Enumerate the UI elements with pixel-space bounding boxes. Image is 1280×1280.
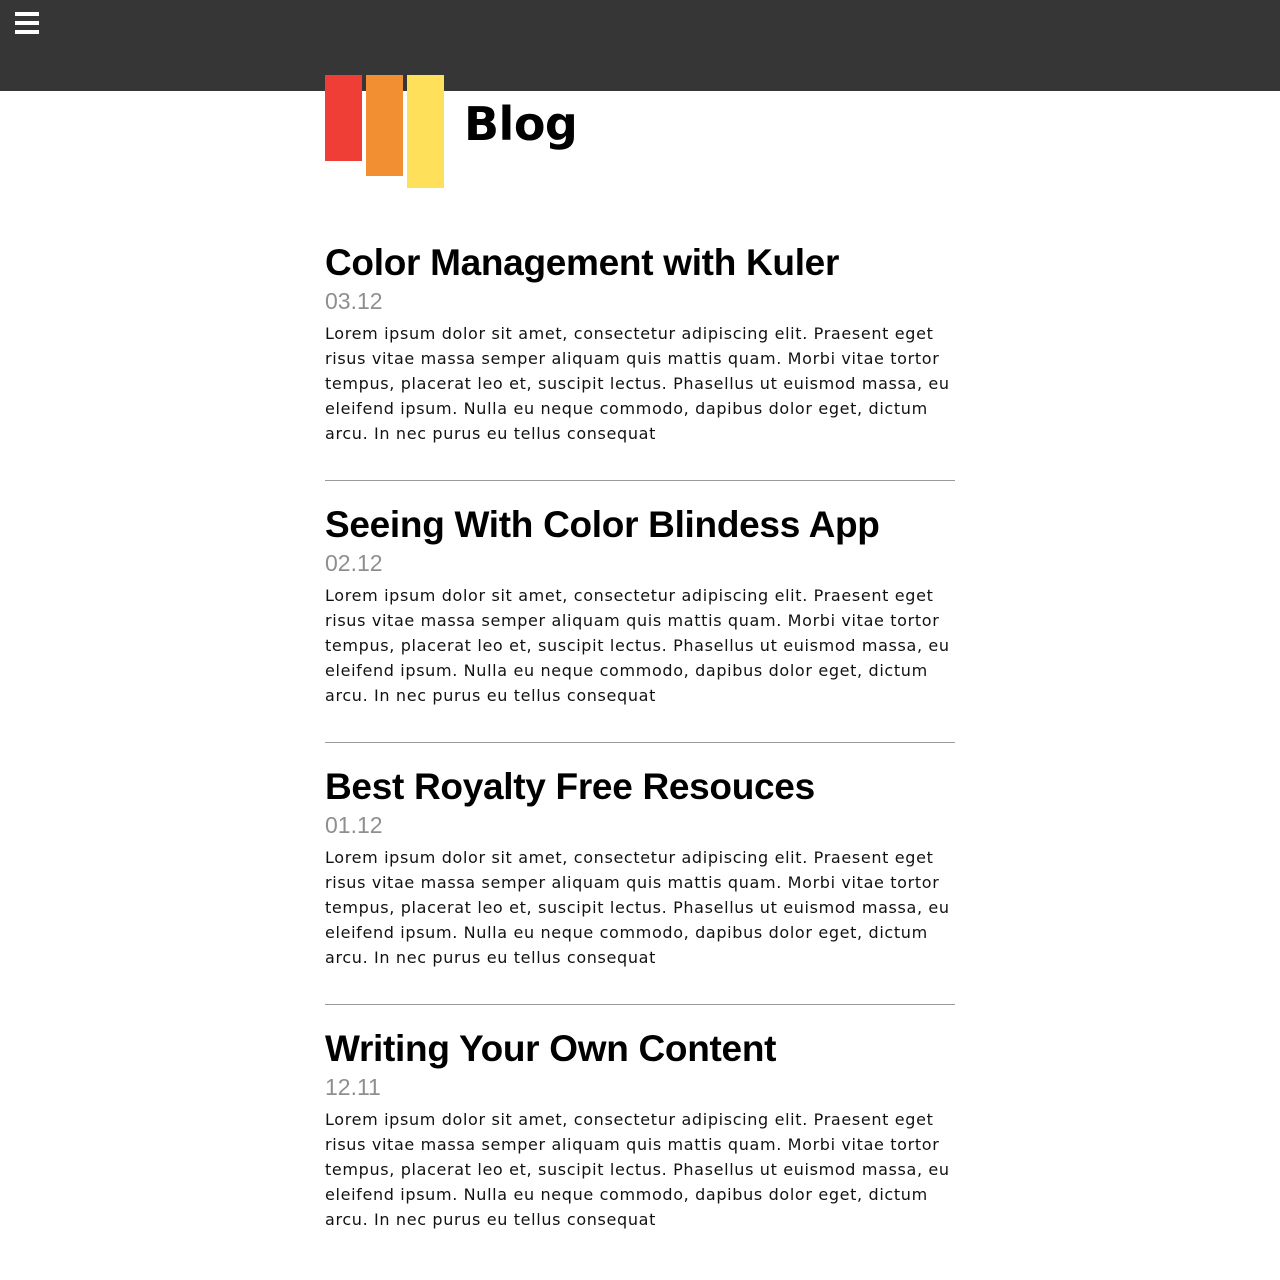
post-title[interactable]: Best Royalty Free Resouces bbox=[325, 766, 815, 807]
post-date: 12.11 bbox=[325, 1074, 381, 1100]
logo-bar-red bbox=[325, 75, 362, 161]
post-excerpt: Lorem ipsum dolor sit amet, consectetur adipiscing elit. Praesent eget risus vitae massa semper aliquam quis mattis quam. Morbi vitae tortor tempus, placerat leo et, suscipit lectus. Phasellus ut euismod massa, eu eleifend ipsum. Nulla eu neque commodo, dapibus dolor eget, dictum arcu. In nec purus eu tellus consequat bbox=[325, 586, 950, 705]
post-title[interactable]: Color Management with Kuler bbox=[325, 242, 840, 283]
post-excerpt: Lorem ipsum dolor sit amet, consectetur adipiscing elit. Praesent eget risus vitae massa semper aliquam quis mattis quam. Morbi vitae tortor tempus, placerat leo et, suscipit lectus. Phasellus ut euismod massa, eu eleifend ipsum. Nulla eu neque commodo, dapibus dolor eget, dictum arcu. In nec purus eu tellus consequat bbox=[325, 848, 950, 967]
post-excerpt: Lorem ipsum dolor sit amet, consectetur adipiscing elit. Praesent eget risus vitae massa semper aliquam quis mattis quam. Morbi vitae tortor tempus, placerat leo et, suscipit lectus. Phasellus ut euismod massa, eu eleifend ipsum. Nulla eu neque commodo, dapibus dolor eget, dictum arcu. In nec purus eu tellus consequat bbox=[325, 1110, 950, 1229]
logo-bar-yellow bbox=[407, 75, 444, 188]
post-divider bbox=[325, 1004, 955, 1005]
post-title[interactable]: Seeing With Color Blindess App bbox=[325, 504, 880, 545]
logo-bar-orange bbox=[366, 75, 403, 176]
page-title: Blog bbox=[464, 97, 578, 151]
blog-post bbox=[325, 763, 955, 970]
blog-post bbox=[325, 239, 955, 446]
hamburger-menu-icon[interactable] bbox=[15, 12, 39, 34]
post-excerpt: Lorem ipsum dolor sit amet, consectetur adipiscing elit. Praesent eget risus vitae massa semper aliquam quis mattis quam. Morbi vitae tortor tempus, placerat leo et, suscipit lectus. Phasellus ut euismod massa, eu eleifend ipsum. Nulla eu neque commodo, dapibus dolor eget, dictum arcu. In nec purus eu tellus consequat bbox=[325, 324, 950, 443]
post-date: 03.12 bbox=[325, 288, 383, 314]
post-date: 02.12 bbox=[325, 550, 383, 576]
top-navigation-bar bbox=[0, 0, 1280, 91]
post-divider bbox=[325, 742, 955, 743]
blog-post bbox=[325, 501, 955, 708]
post-date: 01.12 bbox=[325, 812, 383, 838]
post-divider bbox=[325, 480, 955, 481]
blog-post bbox=[325, 1025, 955, 1232]
post-title[interactable]: Writing Your Own Content bbox=[325, 1028, 777, 1069]
